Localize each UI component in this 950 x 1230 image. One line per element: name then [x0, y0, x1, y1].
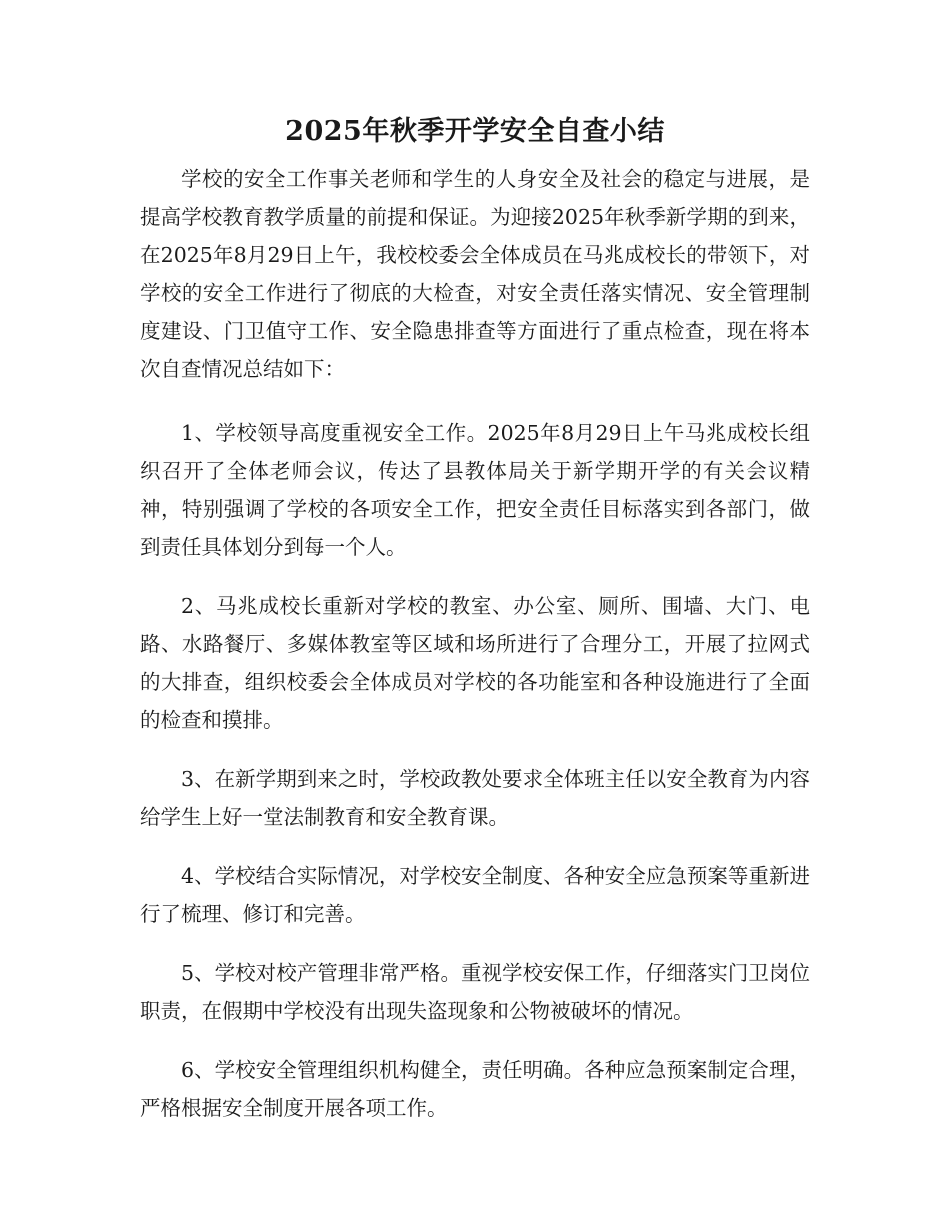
paragraph-item-5: 5、学校对校产管理非常严格。重视学校安保工作，仔细落实门卫岗位职责，在假期中学校没有出现失盗现象和公物被破坏的情况。 [140, 961, 810, 1023]
document-page [140, 112, 810, 1148]
document-title: 2025年秋季开学安全自查小结 [285, 116, 665, 147]
intro-paragraph: 学校的安全工作事关老师和学生的人身安全及社会的稳定与进展，是提高学校教育教学质量的前提和保证。为迎接2025年秋季新学期的到来，在2025年8月29日上午，我校校委会全体成员在马兆成校长的带领下，对学校的安全工作进行了彻底的大检查，对安全责任落实情况、安全管理制度建设、门卫值守工作、安全隐患排查等方面进行了重点检查，现在将本次自查情况总结如下： [140, 167, 810, 381]
paragraph-item-6: 6、学校安全管理组织机构健全，责任明确。各种应急预案制定合理，严格根据安全制度开展各项工作。 [140, 1058, 810, 1120]
paragraph-item-3: 3、在新学期到来之时，学校政教处要求全体班主任以安全教育为内容给学生上好一堂法制教育和安全教育课。 [140, 767, 810, 829]
paragraph-item-2: 2、马兆成校长重新对学校的教室、办公室、厕所、围墙、大门、电路、水路餐厅、多媒体教室等区域和场所进行了合理分工，开展了拉网式的大排查，组织校委会全体成员对学校的各功能室和各种设施进行了全面的检查和摸排。 [140, 594, 810, 732]
paragraph-item-1: 1、学校领导高度重视安全工作。2025年8月29日上午马兆成校长组织召开了全体老师会议，传达了县教体局关于新学期开学的有关会议精神，特别强调了学校的各项安全工作，把安全责任目标落实到各部门，做到责任具体划分到每一个人。 [140, 421, 810, 559]
paragraph-item-4: 4、学校结合实际情况，对学校安全制度、各种安全应急预案等重新进行了梳理、修订和完善。 [140, 864, 810, 926]
